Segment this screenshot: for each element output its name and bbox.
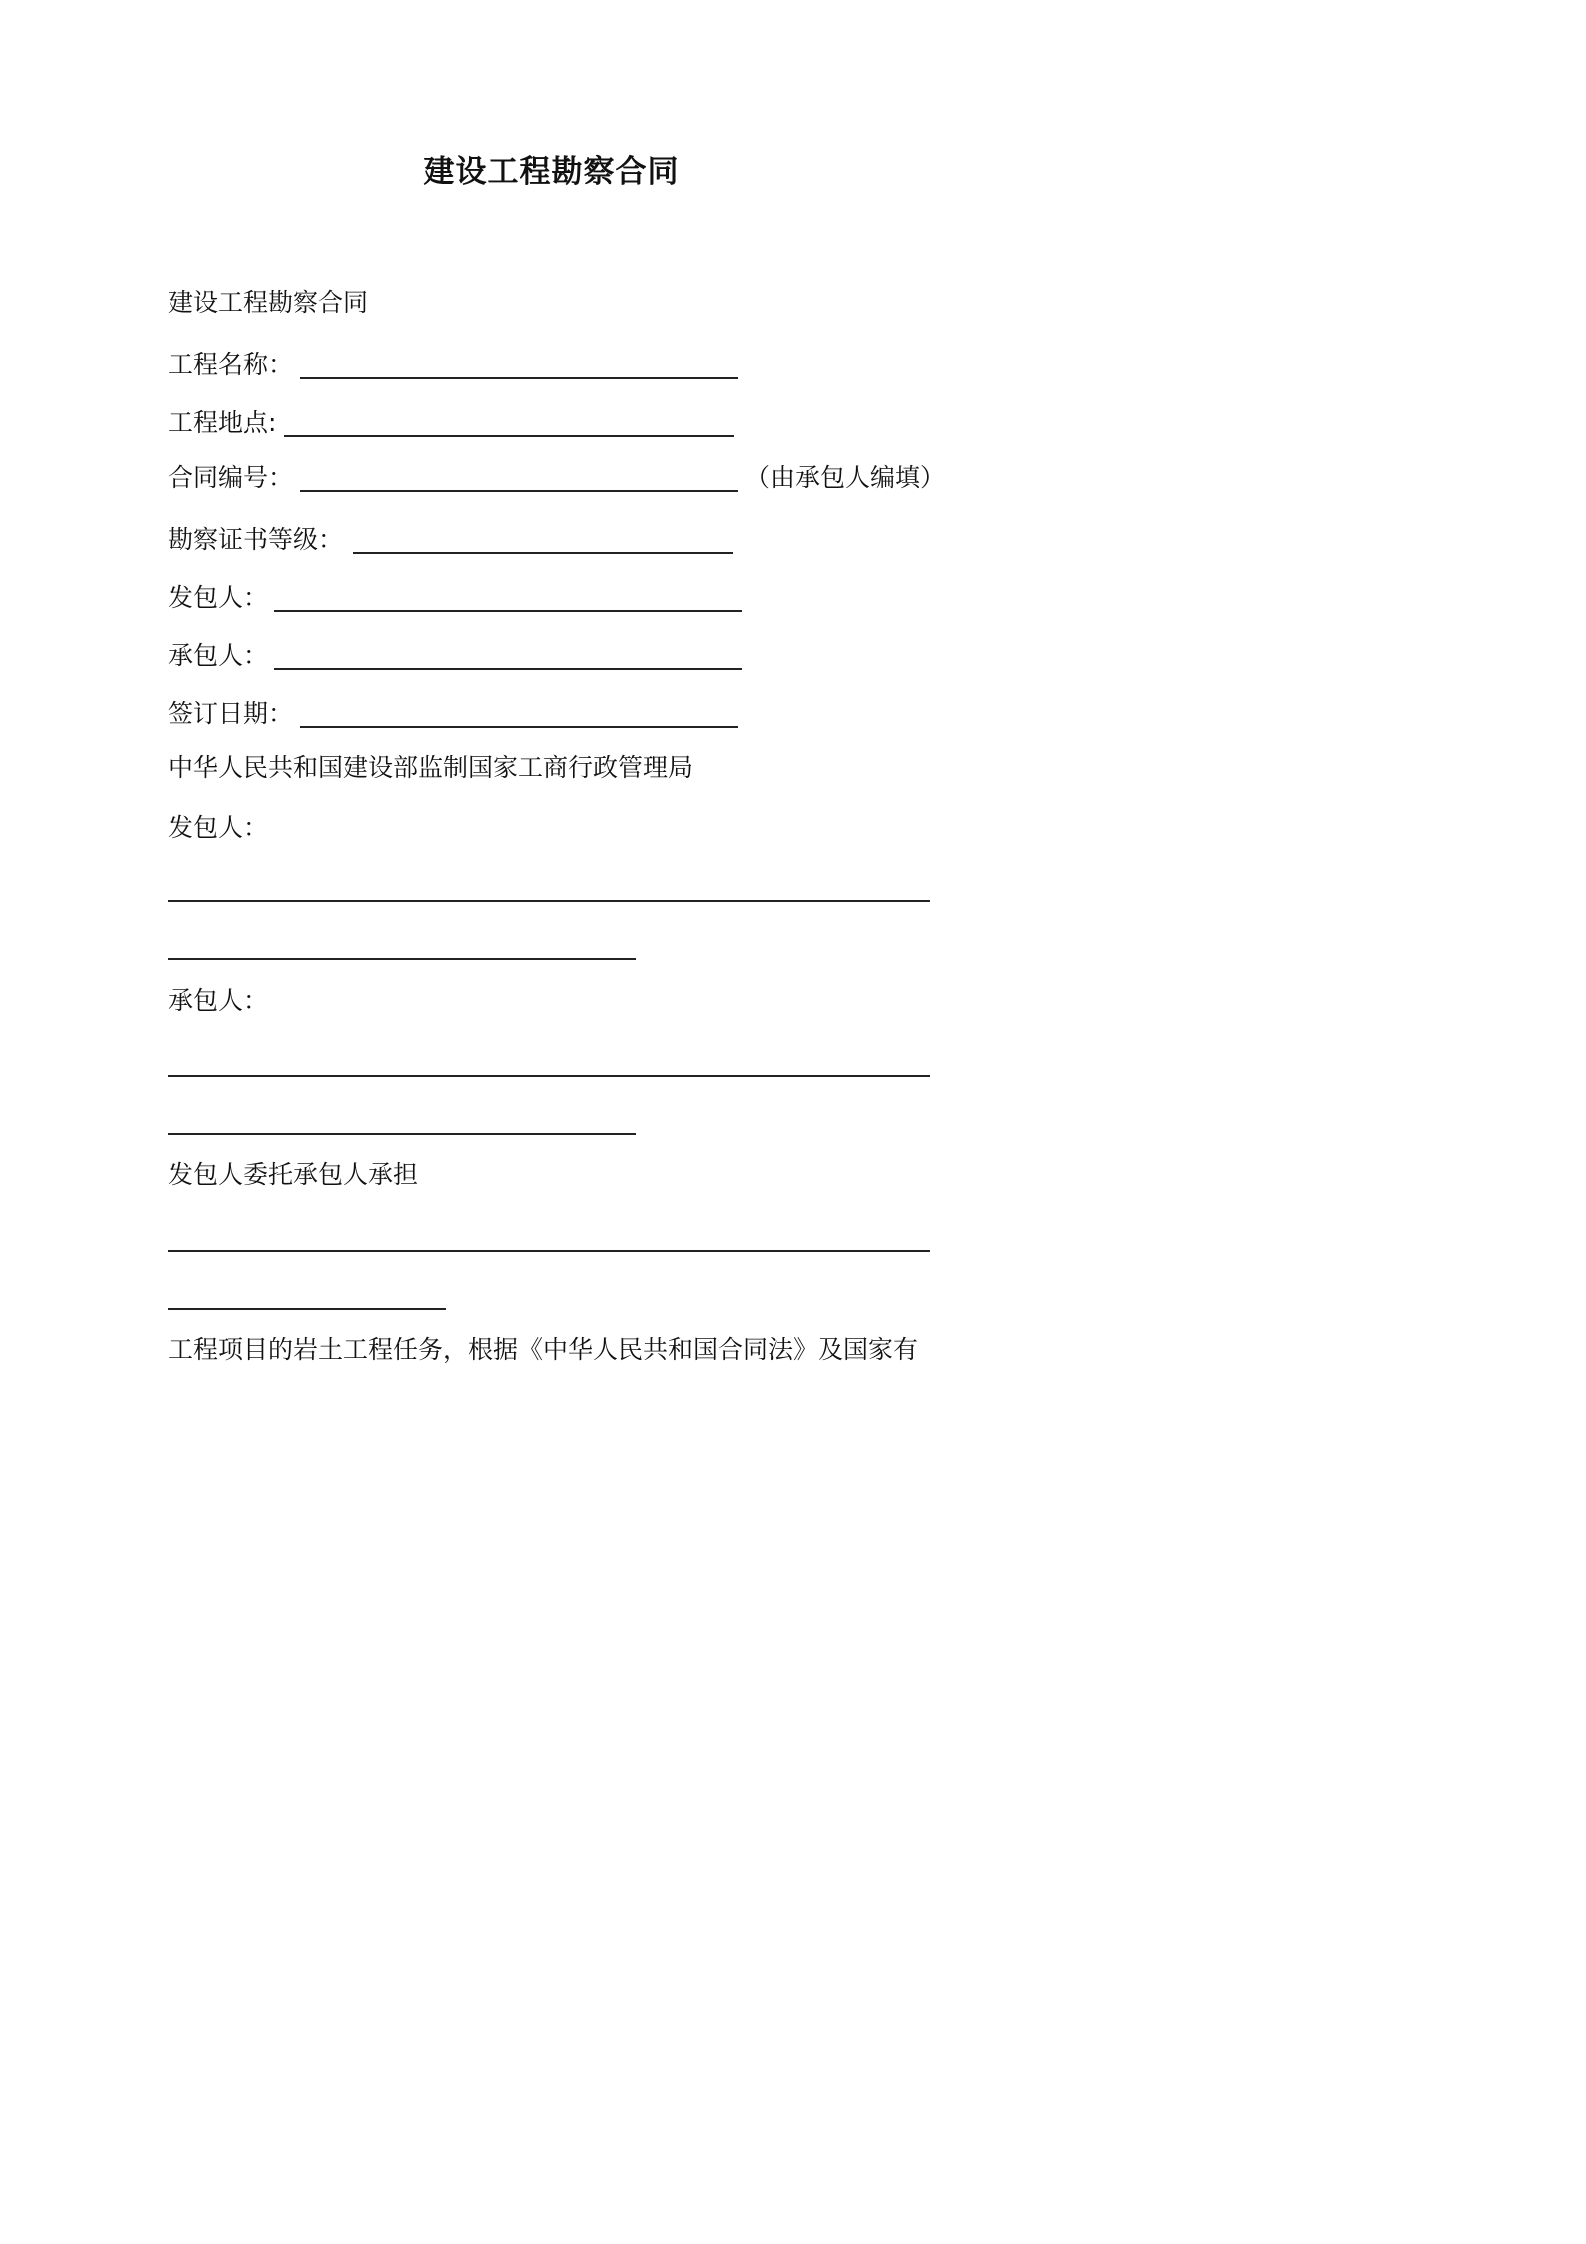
supervision-text: 中华人民共和国建设部监制国家工商行政管理局 [168,753,694,782]
document-page [0,0,1103,1561]
contract-number-label: 合同编号： [168,463,294,492]
contractor-section-blank-1 [168,1075,930,1077]
contractor-blank [274,668,742,670]
entrust-blank-1 [168,1250,930,1252]
contractor-section-blank-2 [168,1133,636,1135]
certificate-grade-label: 勘察证书等级： [168,525,344,554]
employer-section-label: 发包人： [168,813,269,842]
sign-date-label: 签订日期： [168,699,294,728]
task-text: 工程项目的岩土工程任务，根据《中华人民共和国合同法》及国家有 [168,1335,919,1364]
employer-blank [274,610,742,612]
contractor-section-label: 承包人： [168,986,269,1015]
document-title: 建设工程勘察合同 [423,154,680,190]
certificate-grade-blank [353,552,733,554]
entrust-text: 发包人委托承包人承担 [168,1160,419,1189]
employer-label: 发包人： [168,583,269,612]
contractor-label: 承包人： [168,641,269,670]
employer-section-blank-1 [168,900,930,902]
project-location-blank [284,435,734,437]
project-location-label: 工程地点: [168,408,277,437]
contract-number-blank [300,490,738,492]
project-name-blank [300,377,738,379]
sign-date-blank [300,726,738,728]
employer-section-blank-2 [168,958,636,960]
project-name-label: 工程名称： [168,350,294,379]
document-subtitle: 建设工程勘察合同 [168,288,369,317]
entrust-blank-2 [168,1308,446,1310]
contract-number-note: （由承包人编填） [745,463,946,492]
